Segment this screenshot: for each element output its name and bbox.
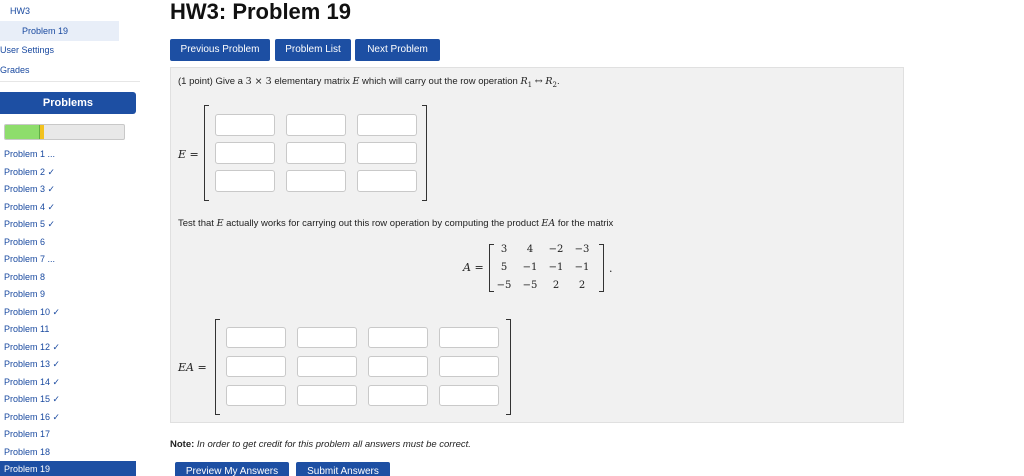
ea-matrix-input-r3c1[interactable] bbox=[226, 385, 286, 406]
previous-problem-button[interactable]: Previous Problem bbox=[170, 39, 270, 61]
a-matrix-label: A = bbox=[463, 261, 484, 274]
ea-right-bracket bbox=[506, 319, 511, 415]
a-matrix-cell: −1 bbox=[522, 262, 538, 273]
sidebar-problem-item[interactable]: Problem 13 ✓ bbox=[4, 359, 61, 369]
r1-var: R bbox=[520, 76, 528, 87]
sidebar-problem-item[interactable]: Problem 15 ✓ bbox=[4, 394, 61, 404]
ea-matrix-input-r3c3[interactable] bbox=[368, 385, 428, 406]
sidebar-problem-item[interactable]: Problem 14 ✓ bbox=[4, 376, 61, 387]
test-e-var: E bbox=[216, 218, 224, 229]
e-matrix-input-r3c3[interactable] bbox=[357, 170, 417, 192]
a-matrix-cell: −5 bbox=[522, 280, 538, 291]
note-message: In order to get credit for this problem all answers must be correct. bbox=[196, 439, 471, 450]
matrix-word: elementary matrix bbox=[274, 76, 350, 87]
a-matrix-cell: 4 bbox=[526, 244, 534, 255]
breadcrumb-current-problem[interactable]: Problem 19 bbox=[0, 21, 119, 41]
ea-matrix-input-r2c1[interactable] bbox=[226, 356, 286, 377]
ea-matrix-input-r2c4[interactable] bbox=[439, 356, 499, 377]
sidebar-problem-item[interactable]: Problem 7 ... bbox=[4, 254, 56, 264]
sidebar-problem-item[interactable]: Problem 18 bbox=[4, 446, 51, 457]
matrix-dims: 3 × 3 bbox=[245, 76, 272, 87]
a-matrix-cell: −1 bbox=[574, 262, 590, 273]
swap-arrow: ↔ bbox=[534, 76, 543, 87]
test-prefix: Test that bbox=[178, 218, 214, 229]
sidebar-problem-item[interactable]: Problem 8 bbox=[4, 271, 46, 282]
sidebar-problem-item[interactable]: Problem 3 ✓ bbox=[4, 184, 56, 194]
page-title: HW3: Problem 19 bbox=[170, 0, 351, 24]
sidebar-problem-item[interactable]: Problem 2 ✓ bbox=[4, 166, 56, 177]
ea-matrix-input-r1c2[interactable] bbox=[297, 327, 357, 348]
ea-matrix-input-r2c3[interactable] bbox=[368, 356, 428, 377]
r2-var: R bbox=[545, 76, 553, 87]
test-ea-var: EA bbox=[541, 218, 556, 229]
ea-matrix-input-r2c2[interactable] bbox=[297, 356, 357, 377]
points-text: (1 point) Give a bbox=[178, 76, 243, 87]
test-mid: actually works for carrying out this row operation by computing the product bbox=[226, 218, 539, 229]
sidebar-problem-item[interactable]: Problem 11 bbox=[4, 324, 50, 334]
ea-left-bracket bbox=[215, 319, 220, 415]
grades-link[interactable]: Grades bbox=[0, 65, 30, 75]
e-matrix-input-r1c1[interactable] bbox=[215, 114, 275, 136]
progress-bar bbox=[4, 124, 125, 140]
sidebar-problem-item[interactable]: Problem 19 bbox=[0, 461, 136, 476]
submit-answers-button[interactable]: Submit Answers bbox=[296, 462, 390, 476]
sidebar-problem-item[interactable]: Problem 5 ✓ bbox=[4, 219, 56, 229]
e-matrix-input-r1c2[interactable] bbox=[286, 114, 346, 136]
a-matrix-cell: 2 bbox=[552, 280, 560, 291]
e-matrix-input-r2c1[interactable] bbox=[215, 142, 275, 164]
preview-answers-button[interactable]: Preview My Answers bbox=[175, 462, 289, 476]
progress-partial-fill bbox=[40, 125, 45, 139]
e-variable: E bbox=[352, 76, 360, 87]
a-matrix-cell: 2 bbox=[578, 280, 586, 291]
sidebar-problem-item[interactable]: Problem 6 bbox=[4, 236, 46, 247]
a-right-bracket bbox=[599, 244, 604, 292]
next-problem-button[interactable]: Next Problem bbox=[355, 39, 440, 61]
problems-header: Problems bbox=[0, 92, 136, 114]
a-matrix-cell: −2 bbox=[548, 244, 564, 255]
user-settings-link[interactable]: User Settings bbox=[0, 45, 55, 55]
statement-period: . bbox=[556, 76, 560, 87]
r1-sub: 1 bbox=[527, 80, 533, 89]
sidebar bbox=[0, 0, 140, 476]
sidebar-divider bbox=[0, 81, 140, 82]
ea-matrix-input-r1c3[interactable] bbox=[368, 327, 428, 348]
ea-matrix-input-r3c2[interactable] bbox=[297, 385, 357, 406]
e-matrix-label: E = bbox=[178, 148, 199, 161]
problem-body bbox=[170, 67, 904, 423]
e-right-bracket bbox=[422, 105, 427, 201]
breadcrumb-set-link[interactable]: HW3 bbox=[10, 6, 30, 16]
sidebar-problem-item[interactable]: Problem 1 ... bbox=[4, 149, 56, 159]
e-matrix-input-r3c1[interactable] bbox=[215, 170, 275, 192]
ea-matrix-label: EA = bbox=[178, 361, 207, 374]
sidebar-problem-item[interactable]: Problem 4 ✓ bbox=[4, 201, 56, 212]
e-matrix-input-r2c3[interactable] bbox=[357, 142, 417, 164]
sidebar-problem-item[interactable]: Problem 10 ✓ bbox=[4, 306, 61, 317]
problem-list bbox=[0, 146, 136, 476]
r2-sub: 2 bbox=[552, 80, 557, 89]
ea-matrix-input-r3c4[interactable] bbox=[439, 385, 499, 406]
e-matrix-input-r3c2[interactable] bbox=[286, 170, 346, 192]
test-instructions bbox=[178, 218, 613, 229]
sidebar-problem-item[interactable]: Problem 12 ✓ bbox=[4, 341, 61, 352]
a-matrix-cell: −1 bbox=[548, 262, 564, 273]
progress-correct-fill bbox=[5, 125, 40, 139]
e-left-bracket bbox=[204, 105, 209, 201]
a-matrix-cell: −5 bbox=[496, 280, 512, 291]
a-period: . bbox=[609, 262, 613, 275]
ea-matrix-input-r1c4[interactable] bbox=[439, 327, 499, 348]
a-matrix-cell: 3 bbox=[500, 244, 508, 255]
e-matrix-input-r1c3[interactable] bbox=[357, 114, 417, 136]
row-op-text: which will carry out the row operation bbox=[362, 76, 518, 87]
a-matrix-cell: −3 bbox=[574, 244, 590, 255]
sidebar-problem-item[interactable]: Problem 16 ✓ bbox=[4, 411, 61, 422]
problem-list-button[interactable]: Problem List bbox=[275, 39, 351, 61]
note-text bbox=[170, 439, 471, 450]
ea-matrix-input-r1c1[interactable] bbox=[226, 327, 286, 348]
a-matrix-cell: 5 bbox=[500, 262, 508, 273]
sidebar-problem-item[interactable]: Problem 17 bbox=[4, 429, 51, 439]
note-label: Note: bbox=[170, 439, 195, 450]
test-suffix: for the matrix bbox=[557, 218, 614, 229]
e-matrix-input-r2c2[interactable] bbox=[286, 142, 346, 164]
sidebar-problem-item[interactable]: Problem 9 bbox=[4, 289, 46, 299]
problem-statement bbox=[178, 76, 560, 89]
